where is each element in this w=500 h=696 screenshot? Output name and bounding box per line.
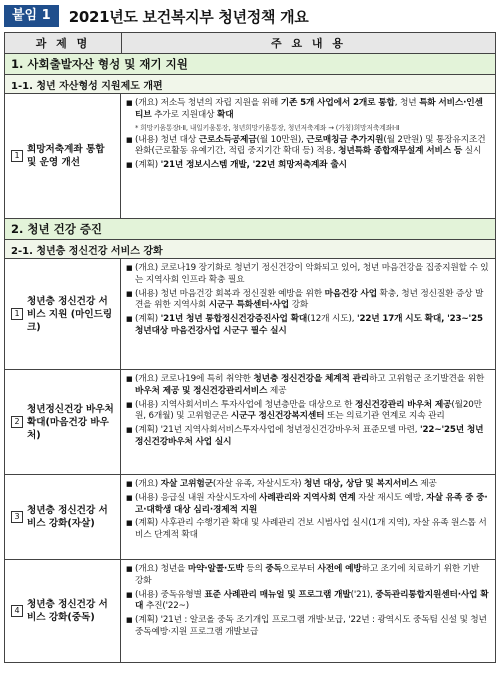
task-name: 청년층 정신건강 서비스 지원 (마인드링크)	[27, 295, 113, 333]
content-text: 자살 재시도 예방,	[355, 492, 427, 503]
section-title: 2. 청년 건강 증진	[5, 219, 495, 240]
content-text: (내용) 지역사회서비스 투자사업에 청년층만을 대상으로 한	[135, 399, 355, 410]
content-item	[126, 590, 490, 614]
content-text: 추가로 지원대상	[151, 109, 218, 120]
emphasis-text: 확대	[217, 109, 234, 120]
emphasis-text: 중독	[265, 564, 282, 574]
content-item	[126, 400, 490, 424]
emphasis-text: 청년층 정신건강을 체계적 관리	[253, 374, 370, 384]
content-text: (월 10만원),	[256, 134, 307, 145]
content-cell	[121, 560, 495, 662]
content-text: (개요) 코로나19에 특히 취약한	[135, 374, 254, 384]
emphasis-text: 마약·알콜·도박	[187, 564, 244, 574]
task-name: 청년정신건강 바우처 확대(마음건강 바우처)	[27, 403, 114, 441]
subsection-title: 1-1. 청년 자산형성 지원제도 개편	[5, 75, 495, 94]
task-name-cell	[5, 560, 121, 662]
emphasis-text: '22~'25년 청년정신건강바우처 사업 실시	[135, 425, 484, 447]
table-row	[5, 475, 495, 560]
subsection-title: 2-1. 청년층 정신건강 서비스 강화	[5, 240, 495, 259]
emphasis-text: 사례관리와 지역사회 연계	[259, 492, 356, 503]
table-row	[5, 560, 495, 662]
document-title: 2021년도 보건복지부 청년정책 개요	[68, 7, 309, 26]
content-text: 제공	[417, 479, 437, 489]
content-text: (계획) '21년 : 알코올 중독 조기개입 프로그램 개발·보급, '22년 : 광역시도 중독팀 신설 및 청년 중독예방·지원 프로그램 개발보급	[135, 615, 487, 637]
content-item	[126, 374, 490, 398]
content-text: (계획)	[135, 160, 161, 171]
emphasis-text: 청년 대상, 상담 및 복지서비스	[304, 479, 418, 489]
content-cell	[121, 370, 495, 474]
content-cell	[121, 94, 495, 218]
content-text: 등의	[243, 564, 266, 574]
emphasis-text: '22년 17개 시도 확대, '23~'25 청년대상 마음건강사업 시군구 필수 실시	[135, 314, 483, 336]
content-text: (계획)	[135, 314, 161, 325]
emphasis-text: 바우처 제공 및 정신건강관리서비스	[135, 385, 268, 396]
content-item	[126, 289, 490, 313]
task-name-cell	[5, 259, 121, 369]
content-text: (계획) 사후관리 수행기관 확대 및 사례관리 건보 시범사업 실시(1개 지역), 자살 유족 원스톱 서비스 단계적 확대	[135, 518, 487, 541]
table-row	[5, 94, 495, 219]
content-text: 확충, 청년 정신질환 증상 발견을 위한 지역사회	[135, 288, 484, 311]
content-text: 강화	[289, 300, 309, 311]
table-row	[5, 259, 495, 370]
content-text: (월20만원, 6개월) 및 고위험군은	[135, 399, 482, 422]
content-item	[126, 160, 490, 172]
task-number: 3	[11, 511, 23, 523]
emphasis-text: 기존 5개 사업에서 2개로 통합	[280, 98, 395, 108]
header-main-content: 주 요 내 용	[271, 37, 346, 50]
content-text: (개요) 저소득 청년의 자립 지원을 위해	[135, 98, 281, 108]
content-text: (내용) 청년 대상	[135, 134, 199, 145]
policy-table	[4, 32, 496, 663]
section-title: 1. 사회출발자산 형성 및 재기 지원	[5, 54, 495, 75]
task-name: 청년층 정신건강 서비스 강화(중독)	[27, 599, 108, 623]
content-item	[126, 135, 490, 159]
content-text: , 청년	[394, 98, 420, 108]
emphasis-text: 특화 서비스·인센티브	[135, 98, 483, 120]
title-row	[4, 4, 496, 28]
content-text: (월 2만원) 및 통장유지조건 완화(근로활동 유예기간, 적립 중지기간 확대 등) 적용,	[135, 134, 486, 157]
content-text: (개요)	[135, 479, 161, 489]
task-name-cell	[5, 370, 121, 474]
content-text: 실시	[462, 146, 482, 157]
content-item	[126, 314, 490, 338]
emphasis-text: 시군구 특화센터·사업	[208, 300, 289, 311]
emphasis-text: 표준 사례관리 매뉴얼 및 프로그램 개발	[204, 589, 351, 600]
content-item	[126, 615, 490, 639]
content-item	[126, 425, 490, 449]
content-text: 하고 조기에 치료하기 위한 기반 강화	[135, 564, 480, 586]
emphasis-text: 마음건강 사업	[324, 288, 377, 299]
table-row	[5, 370, 495, 475]
header-task-name: 과 제 명	[5, 33, 122, 53]
content-text: (내용) 중독유형별	[135, 589, 205, 600]
content-item	[126, 493, 490, 517]
content-text: 하고 고위험군 조기발견을 위한	[369, 374, 485, 384]
content-text: ('21),	[350, 589, 376, 600]
emphasis-text: 정신건강관리 바우처 제공	[354, 399, 452, 410]
attachment-badge: 붙임 1	[4, 5, 59, 27]
content-text: (자살 유족, 자살시도자)	[212, 479, 305, 489]
content-cell	[121, 259, 495, 369]
content-text: (내용) 응급실 내원 자살시도자에	[135, 492, 260, 503]
task-number: 4	[11, 605, 23, 617]
content-text: 제공	[267, 385, 287, 396]
task-name-cell	[5, 475, 121, 559]
emphasis-text: 자살 고위험군	[160, 479, 213, 489]
footnote: * 희망키움통장Ⅰ·Ⅱ, 내일키움통장, 청년희망키움통장, 청년저축계좌 → (가칭)희망저축계좌Ⅰ·Ⅱ	[135, 123, 400, 132]
emphasis-text: 시군구 정신건강복지센터	[230, 411, 325, 422]
content-item	[126, 263, 490, 287]
task-number: 1	[11, 150, 23, 162]
content-text: 으로부터	[281, 564, 318, 574]
emphasis-text: 사전에 예방	[317, 564, 362, 574]
emphasis-text: 청년특화 종합재무설계 서비스 등	[338, 146, 463, 157]
content-item	[126, 98, 490, 122]
content-text: (내용) 청년 마음건강 회복과 정신질환 예방을 위한	[135, 288, 325, 299]
content-item	[126, 564, 490, 588]
content-item	[126, 479, 490, 491]
content-text: (12개 시도),	[307, 314, 357, 325]
task-number: 1	[11, 308, 23, 320]
content-text: (개요) 청년을	[135, 564, 188, 574]
task-name-cell	[5, 94, 121, 218]
content-text: 추진('22~)	[143, 601, 189, 612]
emphasis-text: 자살 유족 중 중·고·대학생 대상 심리·경제적 지원	[135, 492, 488, 515]
emphasis-text: '21년 청년 통합정신건강증진사업 확대	[160, 314, 308, 325]
content-text: (개요) 코로나19 장기화로 청년기 정신건강이 악화되고 있어, 청년 마음건강을 집중지원할 수 있는 지역사회 인프라 확충 필요	[135, 263, 489, 285]
emphasis-text: 근로소득공제금	[198, 134, 257, 145]
emphasis-text: '21년 정보시스템 개발, '22년 희망저축계좌 출시	[160, 160, 347, 171]
table-header	[5, 33, 495, 54]
task-name: 청년층 정신건강 서비스 강화(자살)	[27, 505, 108, 529]
task-number: 2	[11, 416, 23, 428]
emphasis-text: 중독관리통합지원센터·사업 확대	[135, 589, 489, 612]
content-cell	[121, 475, 495, 559]
task-name: 희망저축계좌 통합 및 운영 개선	[27, 144, 105, 168]
content-text: (계획) '21년 지역사회서비스투자사업에 청년정신건강바우처 표준모델 마련,	[135, 425, 421, 436]
content-text: 또는 의료기관 연계로 지속 관리	[324, 411, 445, 422]
content-item	[126, 518, 490, 542]
emphasis-text: 근로매칭금 추가지원	[306, 134, 384, 145]
